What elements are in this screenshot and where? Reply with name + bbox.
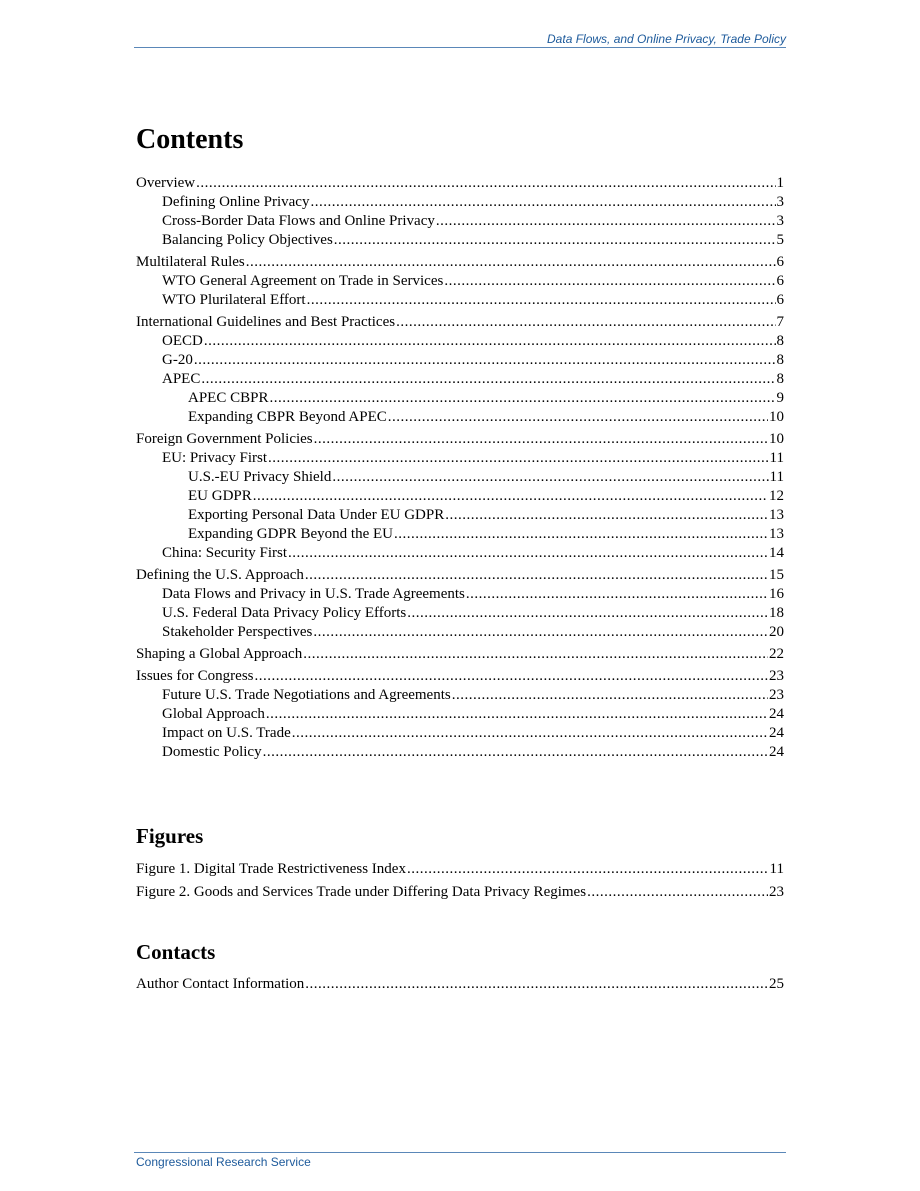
dot-leader [303,645,768,664]
toc-entry-page: 12 [769,488,784,504]
toc-entry-page: 8 [776,352,784,368]
toc-entry[interactable] [136,351,784,370]
dot-leader [292,724,768,743]
toc-entry[interactable] [136,686,784,705]
header-rule [134,47,786,48]
toc-entry-title: APEC [162,371,201,387]
toc-entry-title: APEC CBPR [188,390,269,406]
toc-entry-page: 11 [769,861,784,877]
toc-entry-title: Data Flows and Privacy in U.S. Trade Agreements [162,586,465,602]
toc-entry-page: 8 [776,333,784,349]
toc-entry-title: Overview [136,175,196,191]
toc-entry-title: EU GDPR [188,488,252,504]
toc-entry-page: 13 [769,507,784,523]
contents-list [136,174,784,762]
toc-entry[interactable] [136,604,784,623]
toc-entry[interactable] [136,389,784,408]
dot-leader [305,973,768,996]
toc-entry[interactable] [136,193,784,212]
dot-leader [255,667,769,686]
contacts-list [136,973,784,996]
toc-entry[interactable] [136,724,784,743]
toc-entry-page: 23 [769,687,784,703]
toc-entry[interactable] [136,544,784,563]
dot-leader [396,313,775,332]
toc-entry-title: U.S.-EU Privacy Shield [188,469,332,485]
dot-leader [332,468,768,487]
toc-entry-page: 23 [769,668,784,684]
toc-entry[interactable] [136,449,784,468]
dot-leader [204,332,776,351]
toc-entry-page: 20 [769,624,784,640]
toc-entry-title: China: Security First [162,545,287,561]
toc-entry-page: 5 [776,232,784,248]
toc-entry-title: Defining the U.S. Approach [136,567,304,583]
dot-leader [445,506,768,525]
toc-entry-title: WTO Plurilateral Effort [162,292,306,308]
figures-list [136,858,784,904]
dot-leader [268,449,769,468]
dot-leader [305,566,768,585]
dot-leader [407,604,768,623]
toc-entry-page: 24 [769,744,784,760]
toc-entry-title: Author Contact Information [136,976,305,992]
dot-leader [444,272,775,291]
dot-leader [310,193,775,212]
toc-entry-title: WTO General Agreement on Trade in Services [162,273,444,289]
dot-leader [263,743,768,762]
toc-entry-title: Domestic Policy [162,744,262,760]
toc-entry-title: Future U.S. Trade Negotiations and Agreements [162,687,451,703]
toc-entry-page: 14 [769,545,784,561]
dot-leader [201,370,775,389]
toc-entry-title: Expanding GDPR Beyond the EU [188,526,393,542]
dot-leader [587,881,768,904]
toc-entry[interactable] [136,525,784,544]
toc-entry-title: Expanding CBPR Beyond APEC [188,409,387,425]
dot-leader [407,858,769,881]
toc-entry[interactable] [136,506,784,525]
dot-leader [253,487,768,506]
toc-entry[interactable] [136,705,784,724]
toc-entry[interactable] [136,370,784,389]
toc-entry-page: 16 [769,586,784,602]
toc-entry-title: EU: Privacy First [162,450,267,466]
toc-entry-page: 18 [769,605,784,621]
toc-entry[interactable] [136,645,784,664]
toc-entry-page: 9 [776,390,784,406]
dot-leader [334,231,776,250]
toc-entry-page: 8 [776,371,784,387]
toc-entry-page: 25 [769,976,784,992]
dot-leader [196,174,775,193]
toc-entry-title: Figure 2. Goods and Services Trade under Differing Data Privacy Regimes [136,884,587,900]
toc-entry-title: Figure 1. Digital Trade Restrictiveness Index [136,861,406,877]
toc-entry-title: International Guidelines and Best Practices [136,314,396,330]
toc-entry-page: 24 [769,725,784,741]
toc-entry[interactable] [136,231,784,250]
toc-entry[interactable] [136,468,784,487]
toc-entry-title: Cross-Border Data Flows and Online Privacy [162,213,435,229]
toc-entry-title: Multilateral Rules [136,254,245,270]
toc-entry[interactable] [136,174,784,193]
dot-leader [266,705,768,724]
toc-entry-title: Defining Online Privacy [162,194,310,210]
toc-entry-title: Impact on U.S. Trade [162,725,291,741]
toc-entry[interactable] [136,430,784,449]
dot-leader [269,389,775,408]
toc-entry[interactable] [136,313,784,332]
toc-entry-title: Stakeholder Perspectives [162,624,313,640]
toc-entry-title: Exporting Personal Data Under EU GDPR [188,507,445,523]
toc-entry-page: 23 [769,884,784,900]
toc-entry-title: Shaping a Global Approach [136,646,303,662]
toc-entry-page: 3 [776,213,784,229]
toc-entry-title: G-20 [162,352,193,368]
toc-entry-page: 10 [769,431,784,447]
toc-entry[interactable] [136,743,784,762]
dot-leader [288,544,768,563]
toc-entry[interactable] [136,858,784,881]
toc-entry-title: U.S. Federal Data Privacy Policy Efforts [162,605,407,621]
toc-entry[interactable] [136,585,784,604]
toc-entry-page: 13 [769,526,784,542]
dot-leader [313,623,768,642]
toc-entry-page: 24 [769,706,784,722]
toc-entry[interactable] [136,881,784,904]
toc-entry-page: 10 [769,409,784,425]
toc-entry-title: Foreign Government Policies [136,431,313,447]
toc-entry[interactable] [136,408,784,427]
dot-leader [246,253,776,272]
toc-entry-page: 7 [776,314,784,330]
toc-entry[interactable] [136,272,784,291]
toc-entry-title: Balancing Policy Objectives [162,232,333,248]
dot-leader [466,585,768,604]
running-header: Data Flows, and Online Privacy, Trade Policy [547,32,786,46]
dot-leader [314,430,768,449]
dot-leader [394,525,768,544]
toc-entry[interactable] [136,291,784,310]
toc-entry-page: 11 [769,469,784,485]
toc-entry[interactable] [136,487,784,506]
dot-leader [388,408,768,427]
toc-entry-title: OECD [162,333,203,349]
toc-entry-page: 6 [776,292,784,308]
toc-entry-title: Issues for Congress [136,668,254,684]
toc-entry-page: 3 [776,194,784,210]
toc-entry-page: 22 [769,646,784,662]
toc-entry-page: 11 [769,450,784,466]
contacts-heading: Contacts [136,940,216,964]
dot-leader [452,686,768,705]
toc-entry[interactable] [136,973,784,996]
toc-entry[interactable] [136,253,784,272]
toc-entry[interactable] [136,623,784,642]
contents-heading: Contents [136,124,244,155]
footer-rule [134,1152,786,1153]
figures-heading: Figures [136,824,204,848]
footer-publisher: Congressional Research Service [136,1155,311,1169]
toc-entry[interactable] [136,566,784,585]
toc-entry[interactable] [136,212,784,231]
toc-entry-page: 15 [769,567,784,583]
toc-entry[interactable] [136,667,784,686]
toc-entry[interactable] [136,332,784,351]
toc-entry-title: Global Approach [162,706,265,722]
dot-leader [436,212,776,231]
toc-entry-page: 1 [776,175,784,191]
dot-leader [307,291,776,310]
toc-entry-page: 6 [776,273,784,289]
toc-entry-page: 6 [776,254,784,270]
dot-leader [194,351,776,370]
